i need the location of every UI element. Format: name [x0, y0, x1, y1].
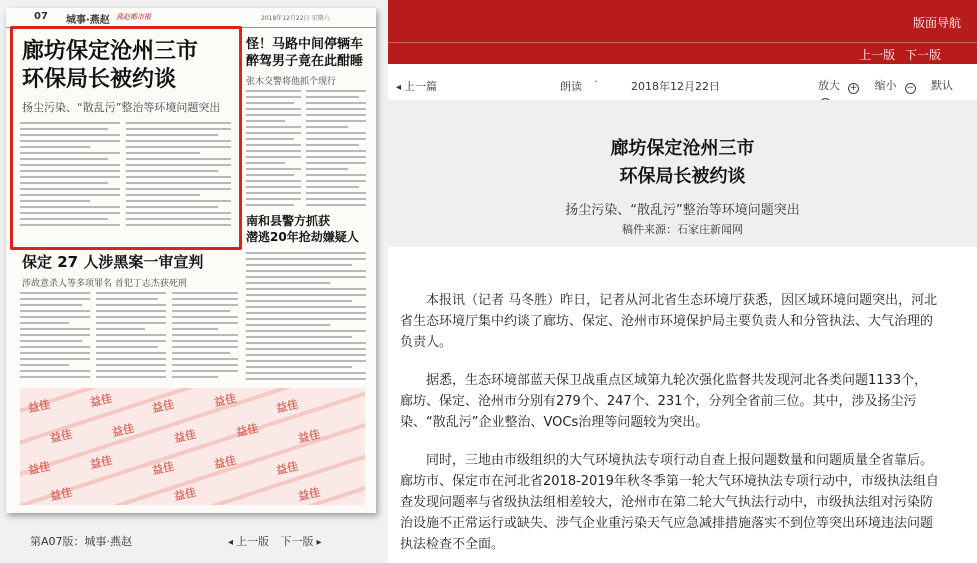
newspaper-panel	[0, 0, 388, 563]
article-header	[388, 100, 977, 247]
selected-article-highlight[interactable]	[10, 26, 242, 250]
plus-icon: +	[849, 83, 858, 93]
thumb-advertisement: 益佳 益佳 益佳 益佳 益佳 益佳 益佳 益佳 益佳 益佳 益佳 益佳 益佳 益佳 益佳 益佳 益佳 益佳	[20, 388, 365, 505]
paper-section: 城事·燕赵	[66, 15, 110, 26]
thumb-headline-right-3: 南和县警方抓获	[246, 214, 331, 228]
thumb-headline-right-1: 怪！马路中间停辆车	[246, 37, 364, 52]
article-paragraph: 本报讯（记者 马冬胜）昨日，记者从河北省生态环境厅获悉，因区域环境问题突出，河北省生态环境厅集中约谈了廊坊、保定、沧州市环境保护局主要负责人和分管执法、大气治理的负责人。	[400, 293, 938, 350]
zoom-in-label: 放大	[818, 79, 840, 92]
thumb-headline-main-1: 廊坊保定沧州三市	[22, 39, 199, 64]
thumb-text-column	[306, 90, 366, 210]
zoom-default-label: 默认	[931, 79, 953, 92]
zoom-out-button[interactable]	[875, 79, 922, 92]
thumb-text-column	[246, 252, 366, 384]
thumb-headline-second: 保定 27 人涉黑案一审宣判	[22, 253, 204, 271]
newspaper-page-thumbnail[interactable]	[6, 8, 376, 513]
zoom-in-button[interactable]	[818, 79, 865, 92]
article-paragraph: 同时，三地由市级组织的大气环境执法专项行动自查上报问题数量和问题质量全省靠后。廊坊市、保定市在河北省2018-2019年秋冬季第一轮大气环境执法专项行动中，市级执法组自查发现问题率与省级执法组相差较大，沧州市在第二轮大气执法行动中，市级执法组对污染防治设施不正常运行或缺失、涉气企业重污染天气应急减排措施落实不到位等突出环境违法问题执法检查不全面。	[400, 453, 939, 552]
thumb-headline-right-2: 醉驾男子竟在此酣睡	[246, 54, 364, 69]
thumb-subhead-second: 涉故意杀人等多项罪名 首犯丁志杰获死刑	[22, 279, 187, 289]
article-body	[400, 290, 940, 563]
edition-nav	[228, 533, 330, 549]
edition-label: 第A07版：城事·燕赵	[30, 535, 133, 548]
prev-edition-link[interactable]: ◂ 上一版	[228, 535, 269, 548]
article-paragraph: 据悉，生态环境部蓝天保卫战重点区域第九轮次强化监督共发现河北各类问题1133个，廊坊、保定、沧州市分别有279个、247个、231个，分列全省前三位。其中，涉及扬尘污染、“散乱污”企业整治、VOCs治理等问题较为突出。	[400, 373, 928, 430]
thumb-subhead-main: 扬尘污染、“散乱污”整治等环境问题突出	[22, 101, 221, 114]
article-toolbar	[388, 72, 977, 98]
page-nav	[853, 46, 941, 63]
article-reader	[388, 0, 977, 563]
read-aloud-button[interactable]: 朗读	[560, 80, 582, 93]
thumb-subhead-right: 张木交警将他抓个现行	[246, 77, 337, 87]
page-directory-link[interactable]: 版面导航	[912, 16, 961, 30]
article-subtitle: 扬尘污染、“散乱污”整治等环境问题突出	[565, 203, 800, 218]
article-title-line-1: 廊坊保定沧州三市	[610, 138, 755, 159]
prev-page-link[interactable]: 上一版	[859, 48, 896, 62]
thumb-headline-right-4: 潜逃20年抢劫嫌疑人	[246, 230, 359, 244]
next-page-link[interactable]: 下一版	[904, 48, 941, 62]
thumb-text-column	[172, 292, 238, 382]
page-footer-nav	[0, 527, 388, 551]
next-edition-link[interactable]: 下一版 ▸	[281, 535, 322, 548]
prev-article-link[interactable]: ◂ 上一篇	[396, 78, 437, 94]
thumb-text-column	[96, 292, 166, 382]
article-title-line-2: 环保局长被约谈	[619, 166, 746, 187]
article-source: 稿件来源：石家庄新闻网	[622, 223, 743, 236]
thumb-text-column	[20, 292, 90, 382]
paper-date-strip: 2018年12月22日 星期六	[261, 15, 330, 22]
publish-date: 2018年12月22日	[631, 80, 720, 93]
top-bar	[388, 0, 977, 42]
paper-page-number: 07	[34, 11, 48, 22]
thumb-text-column	[246, 90, 301, 210]
page-nav-bar	[388, 42, 977, 64]
separator-dot: ·	[594, 75, 598, 88]
paper-header	[6, 8, 376, 28]
zoom-out-label: 缩小	[874, 79, 897, 92]
minus-icon: −	[906, 83, 914, 93]
paper-masthead: 燕赵都市报	[116, 13, 151, 21]
thumb-headline-main-2: 环保局长被约谈	[22, 67, 177, 92]
